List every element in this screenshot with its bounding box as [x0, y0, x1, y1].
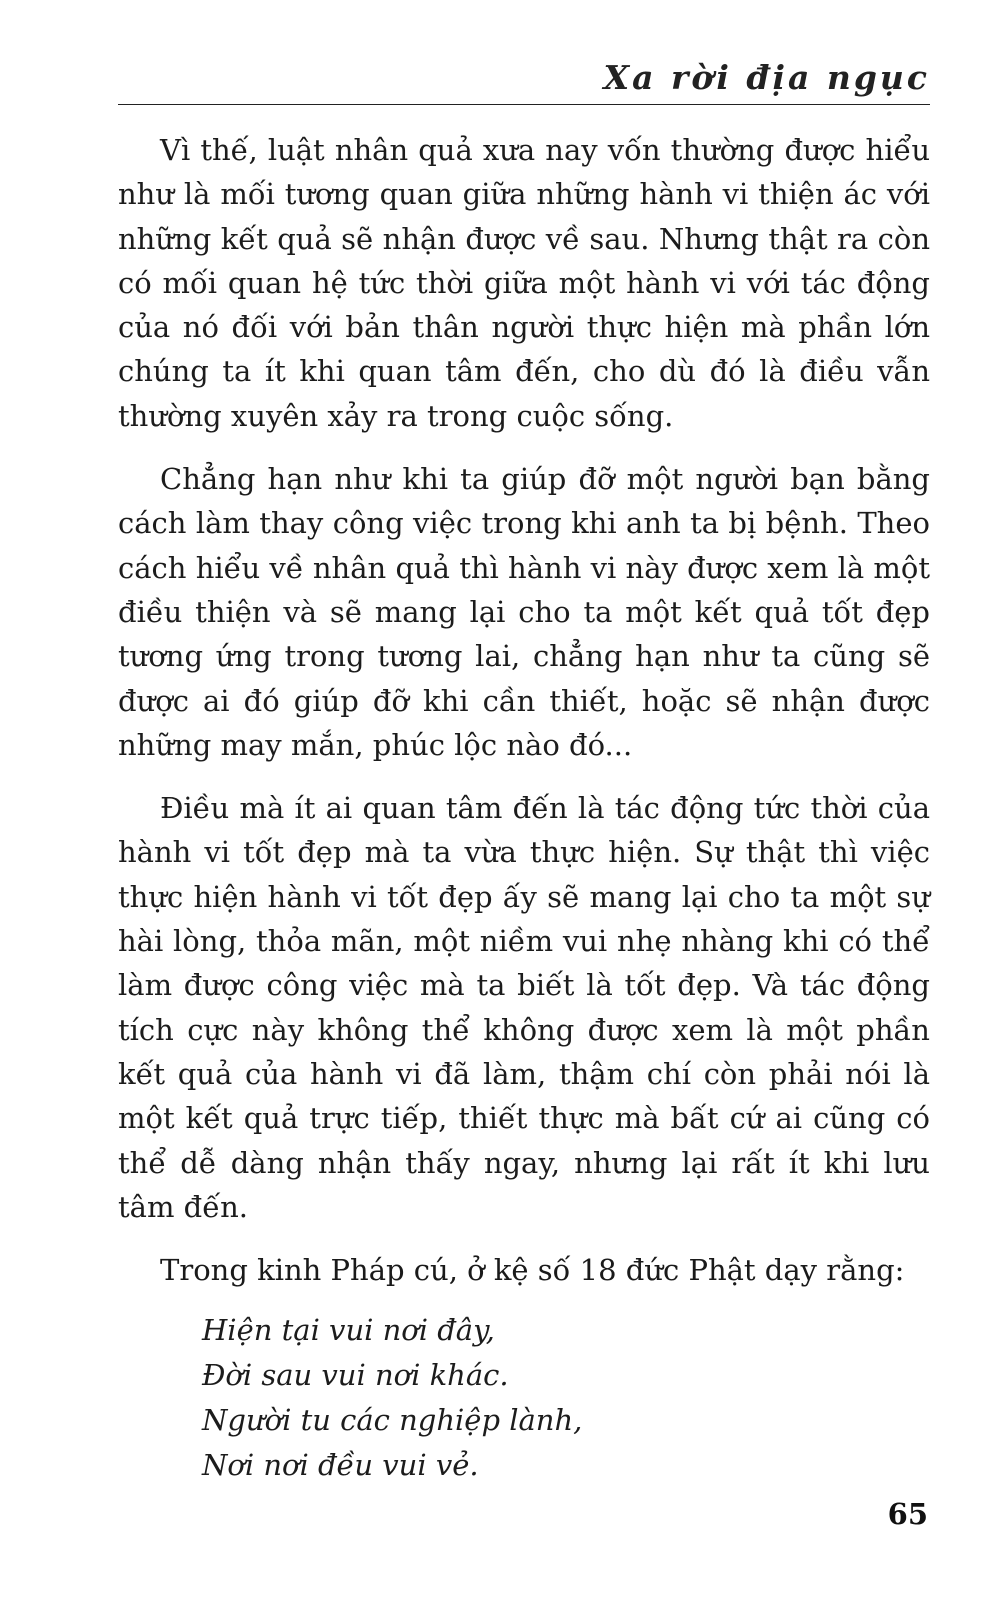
paragraph: Vì thế, luật nhân quả xưa nay vốn thường được hiểu như là mối tương quan giữa những hành vi thiện ác với những kết quả sẽ nhận được về sau. Nhưng thật ra còn có mối quan hệ tức thời giữa một hành vi với tác động của nó đối với bản thân người thực hiện mà phần lớn chúng ta ít khi quan tâm đến, cho dù đó là điều vẫn thường xuyên xảy ra trong cuộc sống. — [118, 133, 930, 433]
verse-block — [118, 1308, 930, 1488]
verse-line: Người tu các nghiệp lành, — [202, 1403, 583, 1438]
body-text — [118, 128, 930, 1488]
paragraph: Điều mà ít ai quan tâm đến là tác động tức thời của hành vi tốt đẹp mà ta vừa thực hiện. Sự thật thì việc thực hiện hành vi tốt đẹp ấy sẽ mang lại cho ta một sự hài lòng, thỏa mãn, một niềm vui nhẹ nhàng khi có thể làm được công việc mà ta biết là tốt đẹp. Và tác động tích cực này không thể không được xem là một phần kết quả của hành vi đã làm, thậm chí còn phải nói là một kết quả trực tiếp, thiết thực mà bất cứ ai cũng có thể dễ dàng nhận thấy ngay, nhưng lại rất ít khi lưu tâm đến. — [118, 791, 930, 1224]
verse-line: Hiện tại vui nơi đây, — [202, 1313, 495, 1348]
running-title: Xa rời địa ngục — [603, 58, 930, 97]
quote-intro: Trong kinh Pháp cú, ở kệ số 18 đức Phật dạy rằng: — [160, 1253, 905, 1288]
paragraph: Chẳng hạn như khi ta giúp đỡ một người bạn bằng cách làm thay công việc trong khi anh ta bị bệnh. Theo cách hiểu về nhân quả thì hành vi này được xem là một điều thiện và sẽ mang lại cho ta một kết quả tốt đẹp tương ứng trong tương lai, chẳng hạn như ta cũng sẽ được ai đó giúp đỡ khi cần thiết, hoặc sẽ nhận được những may mắn, phúc lộc nào đó... — [118, 462, 930, 762]
verse-line: Đời sau vui nơi khác. — [202, 1358, 509, 1393]
running-header — [118, 58, 930, 105]
verse-line: Nơi nơi đều vui vẻ. — [202, 1448, 479, 1483]
page-number: 65 — [887, 1497, 928, 1531]
